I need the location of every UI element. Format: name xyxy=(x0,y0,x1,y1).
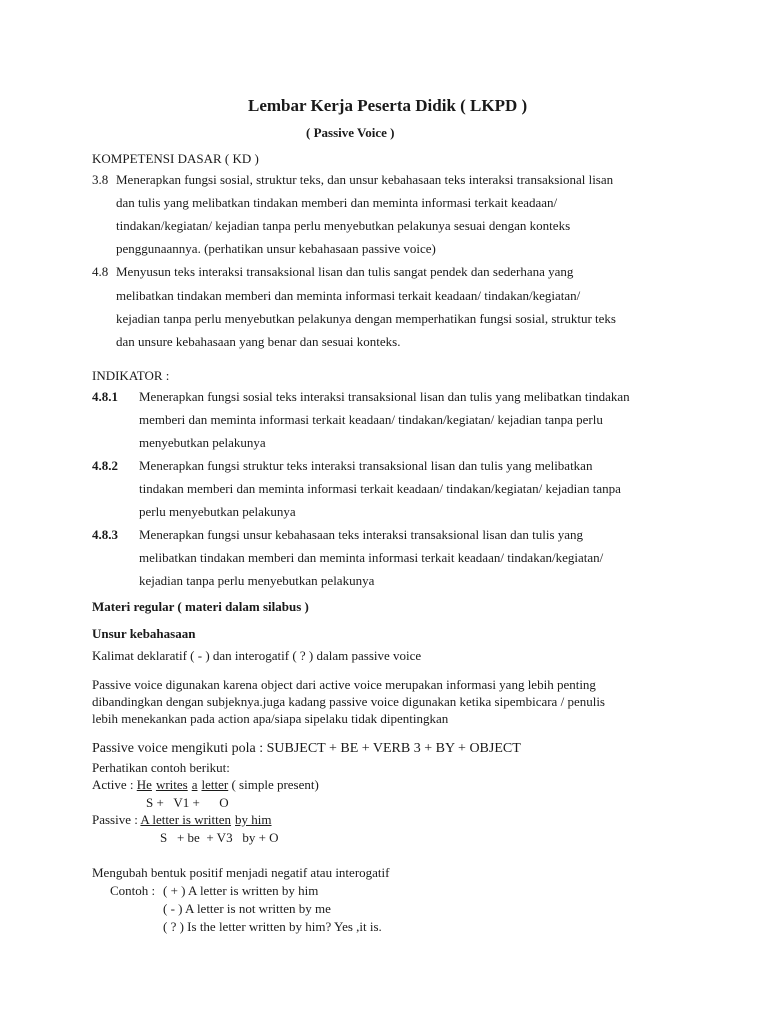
page-subtitle: ( Passive Voice ) xyxy=(306,125,395,140)
active-tense: ( simple present) xyxy=(228,777,319,792)
kd-heading: KOMPETENSI DASAR ( KD ) xyxy=(92,151,259,166)
paragraph-line: Passive voice digunakan karena object dari active voice merupakan informasi yang lebih penting xyxy=(92,677,596,692)
kd-line: Menerapkan fungsi sosial, struktur teks, dan unsur kebahasaan teks interaksi transaksional lisan xyxy=(116,172,614,187)
mengubah-text: Mengubah bentuk positif menjadi negatif atau interogatif xyxy=(92,865,390,880)
contoh-line: ( - ) A letter is not written by me xyxy=(163,901,331,916)
kd-line: tindakan/kegiatan/ kejadian tanpa perlu menyebutkan pelakunya sesuai dengan konteks xyxy=(116,218,571,233)
active-formula: S + V1 + O xyxy=(146,795,229,810)
kd-number: 4.8 xyxy=(92,264,109,279)
kd-line: dan tulis yang melibatkan tindakan memberi dan meminta informasi terkait keadaan/ xyxy=(116,195,558,210)
passive-agent: by him xyxy=(235,812,272,827)
passive-formula: S + be + V3 by + O xyxy=(160,830,279,845)
pola-text: Passive voice mengikuti pola : SUBJECT + BE + VERB 3 + BY + OBJECT xyxy=(92,741,521,756)
active-example xyxy=(92,777,319,793)
active-label: Active : xyxy=(92,777,137,792)
indikator-number: 4.8.1 xyxy=(92,389,118,404)
paragraph-line: lebih menekankan pada action apa/siapa sipelaku tidak dipentingkan xyxy=(92,711,449,726)
indikator-line: Menerapkan fungsi struktur teks interaksi transaksional lisan dan tulis yang melibatkan xyxy=(139,458,593,473)
passive-example xyxy=(92,812,272,828)
active-verb: writes xyxy=(155,777,188,792)
kd-line: melibatkan tindakan memberi dan meminta informasi terkait keadaan/ tindakan/kegiatan/ xyxy=(116,288,581,303)
kd-number: 3.8 xyxy=(92,172,109,187)
active-subject: He xyxy=(136,777,152,792)
contoh-line: ( ? ) Is the letter written by him? Yes ,it is. xyxy=(163,919,382,934)
indikator-line: kejadian tanpa perlu menyebutkan pelakunya xyxy=(139,573,375,588)
indikator-number: 4.8.2 xyxy=(92,458,118,473)
kd-line: kejadian tanpa perlu menyebutkan pelakunya dengan memperhatikan fungsi sosial, struktur teks xyxy=(116,311,616,326)
kalimat-text: Kalimat deklaratif ( - ) dan interogatif ( ? ) dalam passive voice xyxy=(92,648,422,663)
materi-heading: Materi regular ( materi dalam silabus ) xyxy=(92,599,309,614)
active-object: letter xyxy=(201,777,229,792)
kd-line: penggunaannya. (perhatikan unsur kebahasaan passive voice) xyxy=(116,241,436,256)
indikator-line: menyebutkan pelakunya xyxy=(139,435,266,450)
indikator-heading: INDIKATOR : xyxy=(92,368,170,383)
active-article: a xyxy=(191,777,198,792)
indikator-line: Menerapkan fungsi unsur kebahasaan teks interaksi transaksional lisan dan tulis yang xyxy=(139,527,584,542)
passive-subject-verb: A letter is written xyxy=(140,812,232,827)
indikator-line: Menerapkan fungsi sosial teks interaksi transaksional lisan dan tulis yang melibatkan tindakan xyxy=(139,389,630,404)
indikator-line: memberi dan meminta informasi terkait keadaan/ tindakan/kegiatan/ kejadian tanpa perlu xyxy=(139,412,603,427)
perhatikan-text: Perhatikan contoh berikut: xyxy=(92,760,230,775)
contoh-label: Contoh : xyxy=(110,883,156,898)
unsur-kebahasaan-heading: Unsur kebahasaan xyxy=(92,626,196,641)
indikator-line: melibatkan tindakan memberi dan meminta informasi terkait keadaan/ tindakan/kegiatan/ xyxy=(139,550,604,565)
passive-label: Passive : xyxy=(92,812,141,827)
kd-line: dan unsure kebahasaan yang benar dan sesuai konteks. xyxy=(116,334,401,349)
paragraph-line: dibandingkan dengan subjeknya.juga kadang passive voice digunakan ketika sipembicara / penulis xyxy=(92,694,605,709)
contoh-line: ( + ) A letter is written by him xyxy=(163,883,319,898)
kd-line: Menyusun teks interaksi transaksional lisan dan tulis sangat pendek dan sederhana yang xyxy=(116,264,574,279)
indikator-number: 4.8.3 xyxy=(92,527,118,542)
indikator-line: tindakan memberi dan meminta informasi terkait keadaan/ tindakan/kegiatan/ kejadian tanpa xyxy=(139,481,621,496)
page-title: Lembar Kerja Peserta Didik ( LKPD ) xyxy=(248,96,528,115)
indikator-line: perlu menyebutkan pelakunya xyxy=(139,504,296,519)
